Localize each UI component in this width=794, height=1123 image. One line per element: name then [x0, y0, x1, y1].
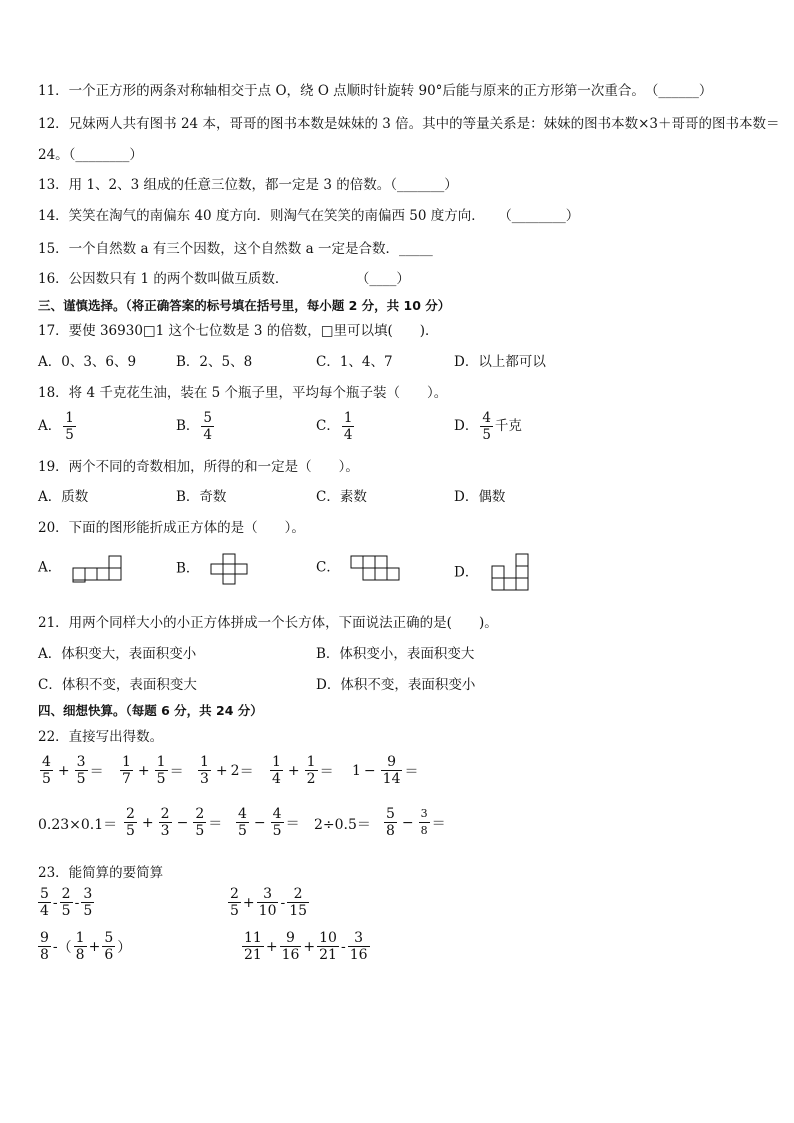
q23-expr-1: $\frac{5}{4}$ - $\frac{2}{5}$ - $\frac{3}{5}$: [40, 886, 93, 919]
q18-option-d: D． $\frac{4}{5}$ 千克: [454, 410, 522, 443]
section-4-heading: 四、细想快算。（每题 6 分，共 24 分）: [38, 703, 263, 718]
q21-option-d: D．体积不变，表面积变小: [316, 677, 476, 693]
question-11: 11．一个正方形的两条对称轴相交于点 O，绕 O 点顺时针旋转 90°后能与原来的正方形第一次重合。 （______）: [38, 83, 713, 99]
q21-option-a: A．体积变大，表面积变小: [38, 646, 197, 662]
q23-expr-2: $\frac{2}{5}$ + $\frac{3}{10}$ - $\frac{2}{15}$: [230, 886, 308, 919]
q18-option-a: A． $\frac{1}{5}$: [38, 410, 74, 443]
q20-option-b: B．: [176, 553, 252, 585]
q22-expr-5: 1 − $\frac{9}{14}$ ＝: [352, 754, 419, 787]
cube-net-d: [489, 553, 533, 593]
question-13: 13．用 1、2、3 组成的任意三位数，都一定是 3 的倍数。（_______）: [38, 177, 458, 193]
cube-net-c: [350, 553, 404, 583]
q19-option-a: A．质数: [38, 489, 89, 505]
q20-option-a: A．: [38, 553, 124, 583]
question-22: 22．直接写出得数。: [38, 729, 164, 745]
q22-expr-10: $\frac{5}{8}$ − $\frac{3}{8}$ ＝: [386, 806, 446, 839]
question-19: 19．两个不同的奇数相加，所得的和一定是（ ）。: [38, 459, 359, 475]
q18-option-c: C． $\frac{1}{4}$: [316, 410, 353, 443]
q19-option-b: B．奇数: [176, 489, 227, 505]
question-21: 21．用两个同样大小的小正方体拼成一个长方体，下面说法正确的是( )。: [38, 615, 498, 631]
q20-option-c: C．: [316, 553, 404, 583]
q22-expr-3: $\frac{1}{3}$ + 2 ＝: [200, 754, 254, 787]
q19-option-c: C．素数: [316, 489, 367, 505]
question-15: 15．一个自然数 a 有三个因数，这个自然数 a 一定是合数．_____: [38, 241, 433, 257]
question-14: 14．笑笑在淘气的南偏东 40 度方向．则淘气在笑笑的南偏西 50 度方向． （________）: [38, 208, 580, 224]
q17-option-c: C．1、4、7: [316, 354, 393, 370]
q22-expr-9: 2÷0.5＝: [314, 817, 371, 833]
q22-expr-4: $\frac{1}{4}$ + $\frac{1}{2}$ ＝: [272, 754, 334, 787]
question-16: 16．公因数只有 1 的两个数叫做互质数． （____）: [38, 271, 410, 287]
q21-option-c: C．体积不变，表面积变大: [38, 677, 197, 693]
q17-option-a: A．0、3、6、9: [38, 354, 137, 370]
q22-expr-1: $\frac{4}{5}$ + $\frac{3}{5}$ ＝: [42, 754, 104, 787]
question-20: 20．下面的图形能折成正方体的是（ ）。: [38, 520, 305, 536]
q22-expr-2: $\frac{1}{7}$ + $\frac{1}{5}$ ＝: [122, 754, 184, 787]
question-17: 17．要使 36930□1 这个七位数是 3 的倍数，□里可以填( )．: [38, 323, 439, 339]
q23-expr-3: $\frac{9}{8}$ - （ $\frac{1}{8}$ + $\frac{5}{6}$ ）: [40, 930, 132, 963]
q17-option-d: D．以上都可以: [454, 354, 546, 370]
q22-expr-7: $\frac{2}{5}$ + $\frac{2}{3}$ − $\frac{2}{5}$ ＝: [126, 806, 223, 839]
q22-expr-8: $\frac{4}{5}$ − $\frac{4}{5}$ ＝: [238, 806, 300, 839]
section-3-heading: 三、谨慎选择。（将正确答案的标号填在括号里，每小题 2 分，共 10 分）: [38, 298, 451, 313]
q23-expr-4: $\frac{11}{21}$ + $\frac{9}{16}$ + $\frac{10}{21}$ - $\frac{3}{16}$: [244, 930, 368, 963]
q17-option-b: B．2、5、8: [176, 354, 253, 370]
question-18: 18．将 4 千克花生油，装在 5 个瓶子里，平均每个瓶子装（ ）。: [38, 385, 448, 401]
question-12-cont: 24。（________）: [38, 147, 143, 163]
question-23: 23．能简算的要简算: [38, 865, 164, 881]
q22-expr-6: 0.23×0.1＝: [38, 817, 118, 833]
cube-net-a: [72, 553, 124, 583]
cube-net-b: [210, 553, 252, 585]
question-12: 12．兄妹两人共有图书 24 本，哥哥的图书本数是妹妹的 3 倍。其中的等量关系是：妹妹的图书本数×3＋哥哥的图书本数＝: [38, 116, 780, 132]
q18-option-b: B． $\frac{5}{4}$: [176, 410, 213, 443]
q20-option-d: D．: [454, 553, 533, 593]
q19-option-d: D．偶数: [454, 489, 506, 505]
q21-option-b: B．体积变小，表面积变大: [316, 646, 475, 662]
